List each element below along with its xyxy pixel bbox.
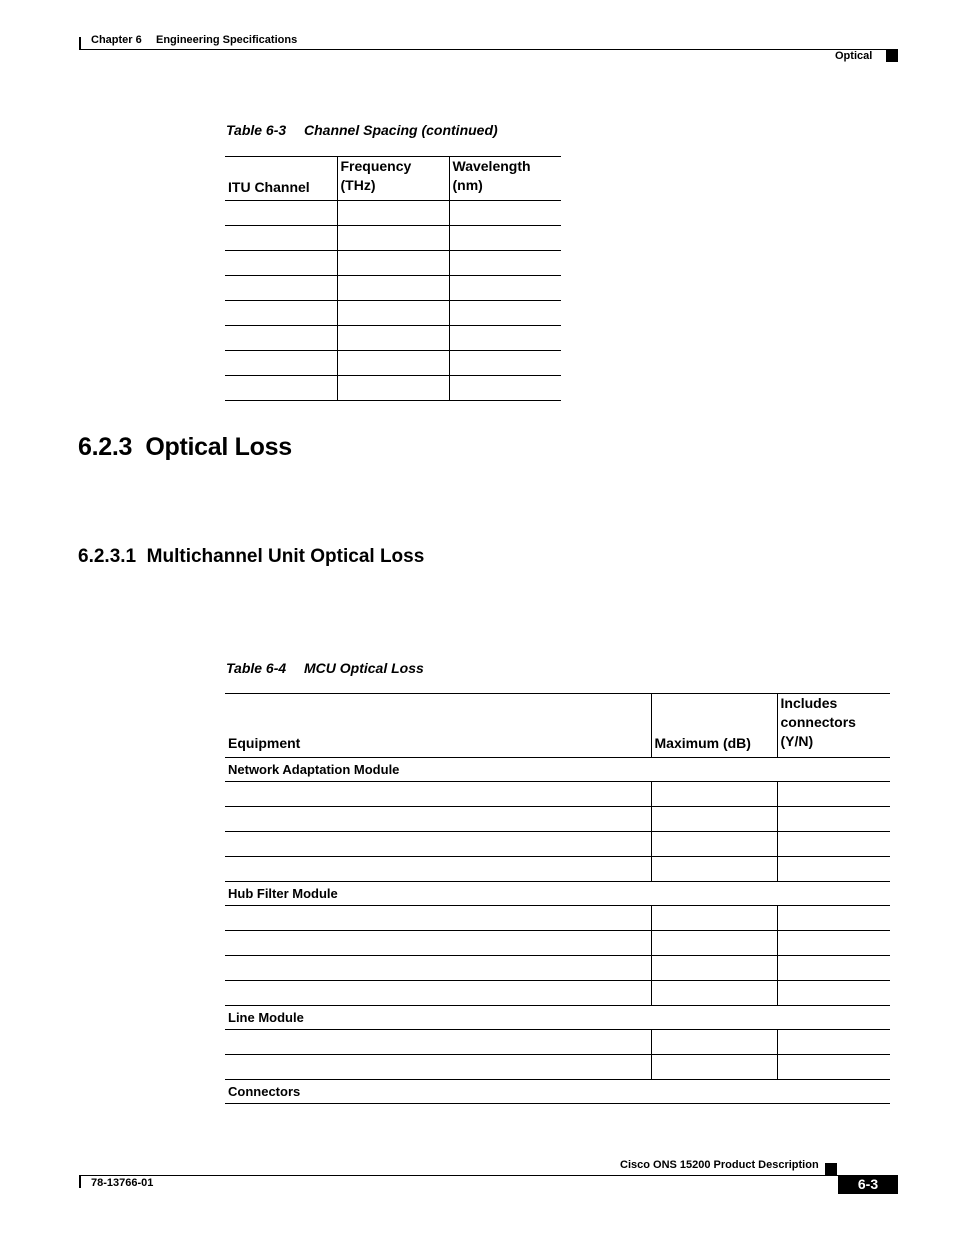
group-row-hub-filter-module	[225, 882, 890, 906]
col-itu-channel: ITU Channel	[228, 179, 310, 195]
table-row	[225, 376, 561, 401]
heading-multichannel-unit-optical-loss: 6.2.3.1 Multichannel Unit Optical Loss	[78, 546, 425, 567]
table-row	[225, 931, 890, 956]
group-label: Network Adaptation Module	[228, 762, 400, 777]
table-row	[225, 807, 890, 832]
table-mcu-optical-loss	[225, 693, 890, 1104]
col-frequency-line1: Frequency	[340, 158, 412, 174]
table-row	[225, 301, 561, 326]
col-wavelength	[449, 157, 561, 201]
table-row	[225, 251, 561, 276]
table-row	[225, 906, 890, 931]
table-header-row	[225, 157, 561, 201]
footer-page-number: 6-3	[857, 1176, 879, 1192]
table-6-4-caption-number: Table 6-4	[226, 660, 287, 676]
footer-rule	[79, 1175, 898, 1176]
table-row	[225, 782, 890, 807]
col-equipment: Equipment	[228, 735, 301, 751]
group-row-network-adaptation-module	[225, 758, 890, 782]
table-row	[225, 981, 890, 1006]
col-frequency-line2: (THz)	[340, 177, 376, 193]
header-chapter: Chapter 6	[91, 34, 142, 46]
col-includes-line1: Includes	[780, 695, 838, 711]
group-label: Connectors	[228, 1084, 301, 1099]
table-6-3-caption-number: Table 6-3	[226, 122, 287, 138]
col-wavelength-line1: Wavelength	[452, 158, 531, 174]
col-includes-line3: (Y/N)	[780, 733, 814, 749]
table-6-3-caption-title: Channel Spacing (continued)	[304, 122, 498, 138]
footer-doc-title: Cisco ONS 15200 Product Description	[620, 1159, 819, 1171]
group-label: Hub Filter Module	[228, 886, 338, 901]
footer-doc-number: 78-13766-01	[91, 1177, 154, 1189]
table-row	[225, 1055, 890, 1080]
table-header-row	[225, 694, 890, 758]
table-row	[225, 1030, 890, 1055]
table-row	[225, 956, 890, 981]
group-row-connectors	[225, 1080, 890, 1104]
table-6-4-caption-title: MCU Optical Loss	[304, 660, 424, 676]
header-rule	[79, 49, 898, 50]
table-row	[225, 326, 561, 351]
header-chapter-title: Engineering Specifications	[156, 34, 298, 46]
footer-left-rule	[79, 1175, 81, 1188]
col-wavelength-line2: (nm)	[452, 177, 483, 193]
col-maximum-db: Maximum (dB)	[651, 694, 777, 758]
col-includes-line2: connectors	[780, 714, 856, 730]
table-row	[225, 226, 561, 251]
table-row	[225, 832, 890, 857]
heading-optical-loss: 6.2.3 Optical Loss	[78, 433, 292, 461]
col-frequency	[337, 157, 449, 201]
header-marker-block	[886, 50, 898, 62]
footer-marker-block	[825, 1163, 837, 1175]
table-row	[225, 201, 561, 226]
group-label: Line Module	[228, 1010, 304, 1025]
table-row	[225, 351, 561, 376]
group-row-line-module	[225, 1006, 890, 1030]
table-row	[225, 857, 890, 882]
table-row	[225, 276, 561, 301]
table-channel-spacing	[225, 156, 561, 401]
header-section: Optical	[835, 50, 873, 62]
col-includes-connectors	[777, 694, 890, 758]
